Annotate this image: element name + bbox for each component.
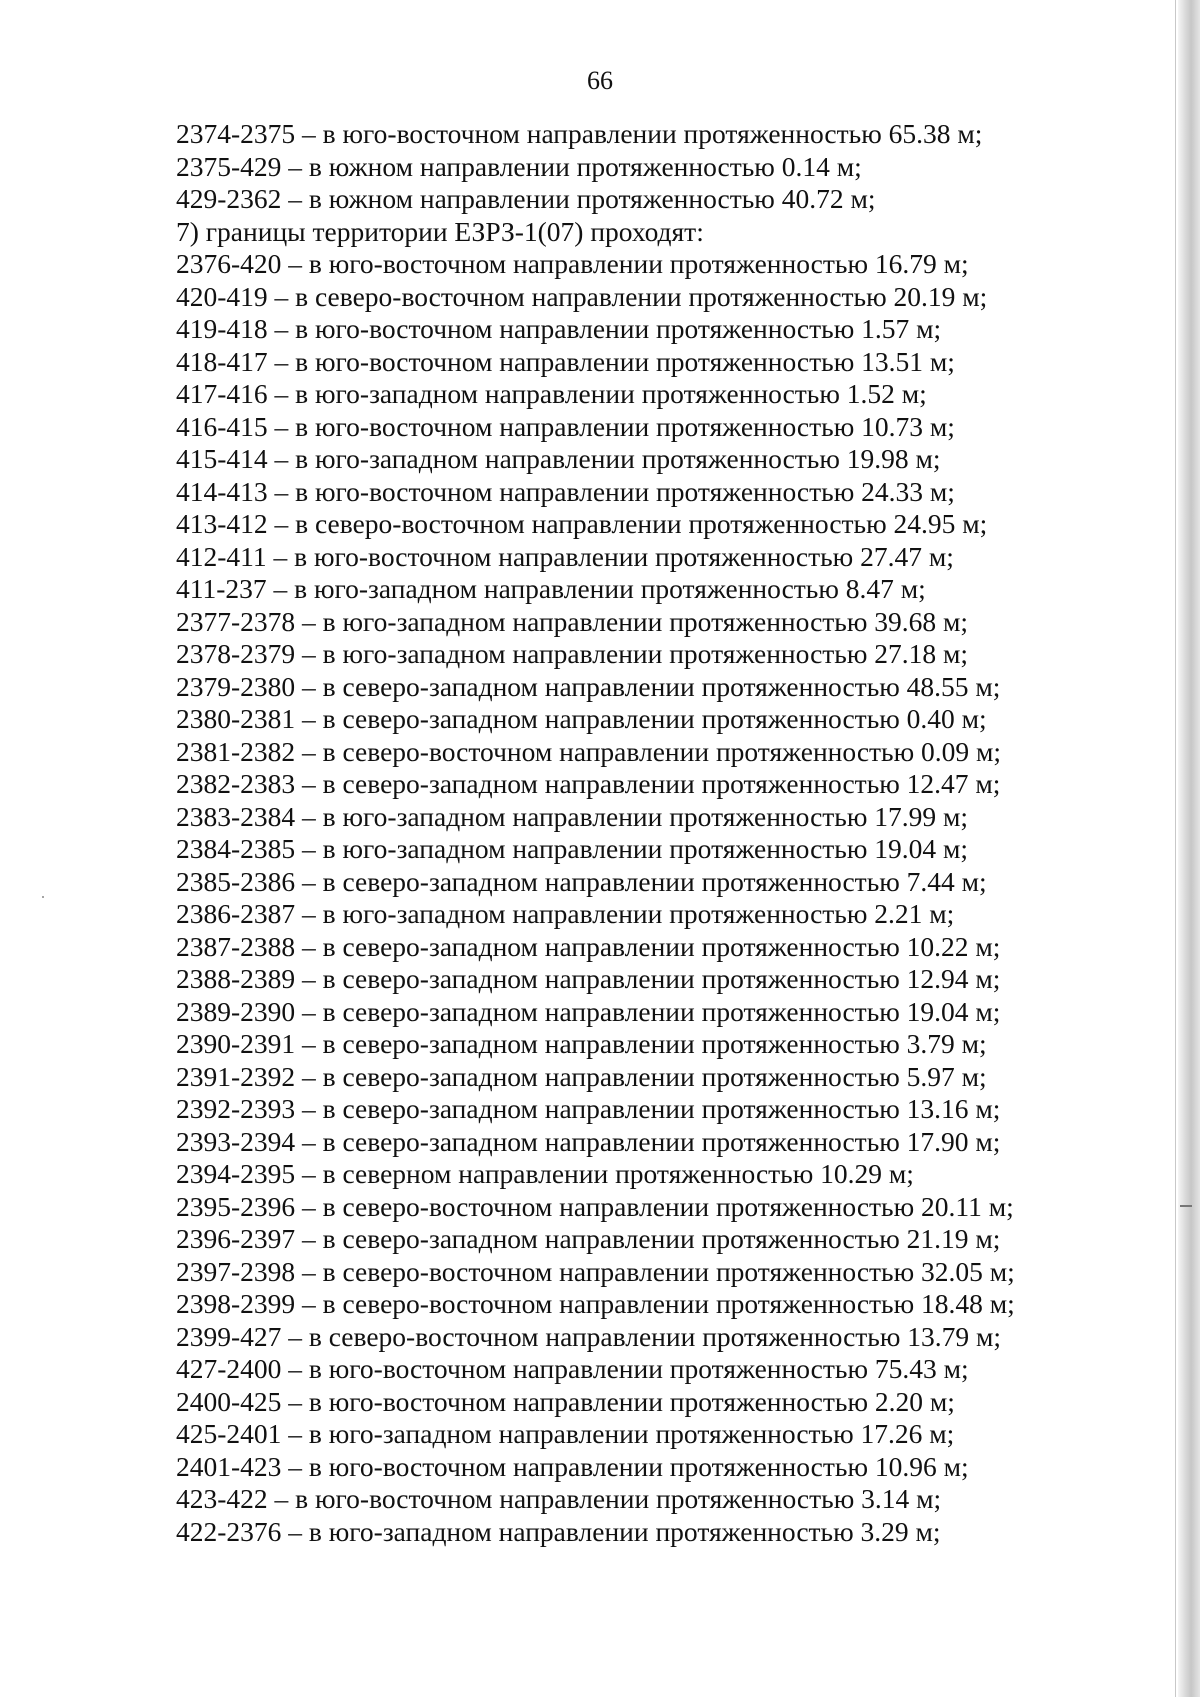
text-line: 2394-2395 – в северном направлении протяженностью 10.29 м;	[176, 1158, 914, 1189]
text-line: 427-2400 – в юго-восточном направлении протяженностью 75.43 м;	[176, 1353, 969, 1384]
text-line: 423-422 – в юго-восточном направлении протяженностью 3.14 м;	[176, 1483, 942, 1514]
text-line: 422-2376 – в юго-западном направлении протяженностью 3.29 м;	[176, 1515, 941, 1547]
text-line: 2377-2378 – в юго-западном направлении протяженностью 39.68 м;	[176, 605, 969, 637]
text-line: 2375-429 – в южном направлении протяженностью 0.14 м;	[176, 150, 862, 182]
text-line: 2379-2380 – в северо-западном направлении протяженностью 48.55 м;	[176, 670, 1001, 702]
text-line: 2386-2387 – в юго-западном направлении протяженностью 2.21 м;	[176, 898, 955, 929]
text-line: 416-415 – в юго-восточном направлении протяженностью 10.73 м;	[176, 410, 955, 442]
document-body	[176, 118, 1136, 1548]
text-line: 2401-423 – в юго-восточном направлении протяженностью 10.96 м;	[176, 1450, 969, 1482]
text-line: 2398-2399 – в северо-восточном направлении протяженностью 18.48 м;	[176, 1288, 1015, 1319]
text-line: 2389-2390 – в северо-западном направлении протяженностью 19.04 м;	[176, 995, 1001, 1027]
text-line: 2388-2389 – в северо-западном направлении протяженностью 12.94 м;	[176, 963, 1001, 994]
text-line: 2376-420 – в юго-восточном направлении протяженностью 16.79 м;	[176, 248, 969, 279]
text-line: 2384-2385 – в юго-западном направлении протяженностью 19.04 м;	[176, 833, 969, 864]
text-line: 2382-2383 – в северо-западном направлении протяженностью 12.47 м;	[176, 768, 1001, 799]
text-line: 2385-2386 – в северо-западном направлении протяженностью 7.44 м;	[176, 865, 987, 897]
scan-edge-line	[1175, 0, 1176, 1697]
page-number: 66	[587, 66, 613, 95]
text-line: 2393-2394 – в северо-западном направлении протяженностью 17.90 м;	[176, 1125, 1001, 1157]
text-line: 2395-2396 – в северо-восточном направлении протяженностью 20.11 м;	[176, 1190, 1014, 1222]
text-line: 411-237 – в юго-западном направлении протяженностью 8.47 м;	[176, 573, 926, 604]
text-line: 2396-2397 – в северо-западном направлении протяженностью 21.19 м;	[176, 1223, 1001, 1254]
scan-speck	[42, 896, 44, 898]
text-line: 415-414 – в юго-западном направлении протяженностью 19.98 м;	[176, 443, 941, 474]
text-line: 2391-2392 – в северо-западном направлении протяженностью 5.97 м;	[176, 1060, 987, 1092]
text-line: 412-411 – в юго-восточном направлении протяженностью 27.47 м;	[176, 540, 954, 572]
text-line: 2392-2393 – в северо-западном направлении протяженностью 13.16 м;	[176, 1093, 1001, 1124]
text-line: 429-2362 – в южном направлении протяженностью 40.72 м;	[176, 183, 876, 214]
text-line: 418-417 – в юго-восточном направлении протяженностью 13.51 м;	[176, 345, 955, 377]
text-line: 420-419 – в северо-восточном направлении протяженностью 20.19 м;	[176, 280, 988, 312]
scan-edge-shadow	[1178, 0, 1200, 1697]
text-line: 2390-2391 – в северо-западном направлении протяженностью 3.79 м;	[176, 1028, 987, 1059]
text-line: 417-416 – в юго-западном направлении протяженностью 1.52 м;	[176, 378, 927, 409]
section-heading: 7) границы территории ЕЗРЗ-1(07) проходят:	[176, 215, 704, 247]
text-line: 2374-2375 – в юго-восточном направлении протяженностью 65.38 м;	[176, 118, 983, 149]
text-line: 413-412 – в северо-восточном направлении протяженностью 24.95 м;	[176, 508, 988, 539]
text-line: 419-418 – в юго-восточном направлении протяженностью 1.57 м;	[176, 313, 942, 344]
text-line: 414-413 – в юго-восточном направлении протяженностью 24.33 м;	[176, 475, 955, 507]
text-line: 2400-425 – в юго-восточном направлении протяженностью 2.20 м;	[176, 1385, 955, 1417]
text-line: 2380-2381 – в северо-западном направлении протяженностью 0.40 м;	[176, 703, 987, 734]
text-line: 425-2401 – в юго-западном направлении протяженностью 17.26 м;	[176, 1418, 955, 1449]
text-line: 2378-2379 – в юго-западном направлении протяженностью 27.18 м;	[176, 638, 969, 669]
text-line: 2381-2382 – в северо-восточном направлении протяженностью 0.09 м;	[176, 735, 1002, 767]
text-line: 2383-2384 – в юго-западном направлении протяженностью 17.99 м;	[176, 800, 969, 832]
text-line: 2397-2398 – в северо-восточном направлении протяженностью 32.05 м;	[176, 1255, 1015, 1287]
scan-edge-mark	[1180, 1205, 1192, 1207]
text-line: 2399-427 – в северо-восточном направлении протяженностью 13.79 м;	[176, 1320, 1002, 1352]
text-line: 2387-2388 – в северо-западном направлении протяженностью 10.22 м;	[176, 930, 1001, 962]
